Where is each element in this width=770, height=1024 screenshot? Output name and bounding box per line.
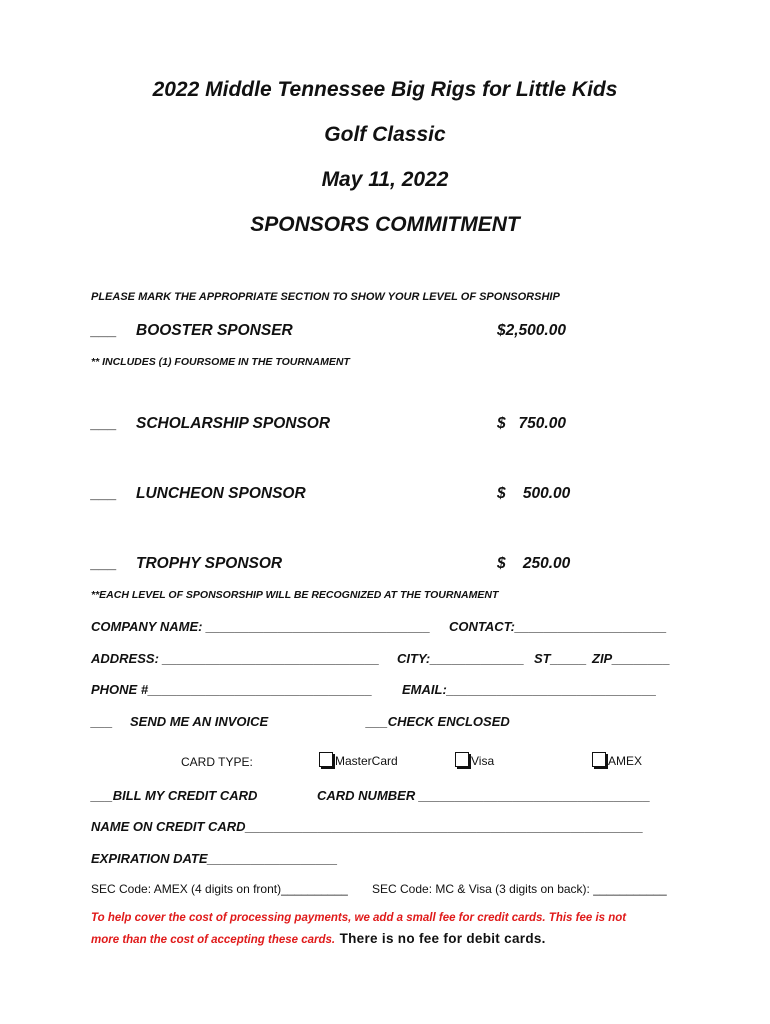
city-field[interactable]: CITY:_____________ <box>397 651 525 666</box>
visa-option[interactable] <box>455 752 494 768</box>
booster-blank[interactable]: ___ <box>91 322 117 339</box>
card-type-label: CARD TYPE: <box>181 755 253 769</box>
scholarship-blank[interactable]: ___ <box>91 415 117 432</box>
luncheon-amount: $ 500.00 <box>497 485 571 502</box>
amex-label: AMEX <box>608 754 643 768</box>
trophy-amount: $ 250.00 <box>497 555 571 572</box>
address-field[interactable]: ADDRESS: ______________________________ <box>91 651 380 666</box>
contact-field[interactable]: CONTACT:_____________________ <box>449 619 667 634</box>
invoice-blank[interactable]: ___ <box>91 714 113 729</box>
bill-credit-card-option[interactable]: ___BILL MY CREDIT CARD <box>91 788 258 803</box>
mastercard-checkbox[interactable] <box>319 752 333 767</box>
sec-code-mc-visa-field[interactable]: SEC Code: MC & Visa (3 digits on back): ___________ <box>372 882 667 896</box>
scholarship-label: SCHOLARSHIP SPONSOR <box>136 415 331 432</box>
amex-option[interactable] <box>592 752 642 768</box>
booster-amount: $2,500.00 <box>497 322 566 339</box>
invoice-label: SEND ME AN INVOICE <box>130 714 269 729</box>
sec-code-amex-field[interactable]: SEC Code: AMEX (4 digits on front)__________ <box>91 882 348 896</box>
fee-note-line2 <box>91 930 546 948</box>
company-name-field[interactable]: COMPANY NAME: _______________________________ <box>91 619 431 634</box>
phone-field[interactable]: PHONE #_______________________________ <box>91 682 373 697</box>
visa-label: Visa <box>471 754 495 768</box>
check-enclosed-option[interactable]: ___CHECK ENCLOSED <box>366 714 510 729</box>
zip-field[interactable]: ZIP________ <box>592 651 671 666</box>
event-date: May 11, 2022 <box>321 168 449 191</box>
booster-note: ** INCLUDES (1) FOURSOME IN THE TOURNAMENT <box>91 356 350 368</box>
trophy-label: TROPHY SPONSOR <box>136 555 283 572</box>
scholarship-amount: $ 750.00 <box>497 415 566 432</box>
fee-note-line1: To help cover the cost of processing payments, we add a small fee for credit cards. This fee is not <box>91 912 627 924</box>
booster-label: BOOSTER SPONSER <box>136 322 293 339</box>
name-on-card-field[interactable]: NAME ON CREDIT CARD_______________________________________________________ <box>91 819 644 834</box>
luncheon-label: LUNCHEON SPONSOR <box>136 485 306 502</box>
fee-note-line2-text: more than the cost of accepting these cards. <box>91 934 336 946</box>
debit-fee-note: There is no fee for debit cards. <box>339 931 546 946</box>
mastercard-option[interactable] <box>319 752 398 768</box>
instructions: PLEASE MARK THE APPROPRIATE SECTION TO SHOW YOUR LEVEL OF SPONSORSHIP <box>91 291 560 303</box>
expiration-date-field[interactable]: EXPIRATION DATE__________________ <box>91 851 338 866</box>
event-subtitle: Golf Classic <box>324 123 446 146</box>
form-heading: SPONSORS COMMITMENT <box>250 213 520 236</box>
amex-checkbox[interactable] <box>592 752 606 767</box>
event-title: 2022 Middle Tennessee Big Rigs for Little Kids <box>152 78 618 101</box>
card-number-field[interactable]: CARD NUMBER ________________________________ <box>317 788 651 803</box>
mastercard-label: MasterCard <box>335 754 398 768</box>
email-field[interactable]: EMAIL:_____________________________ <box>402 682 657 697</box>
recognition-note: **EACH LEVEL OF SPONSORSHIP WILL BE RECOGNIZED AT THE TOURNAMENT <box>91 589 499 601</box>
state-field[interactable]: ST_____ <box>534 651 587 666</box>
trophy-blank[interactable]: ___ <box>91 555 117 572</box>
luncheon-blank[interactable]: ___ <box>91 485 117 502</box>
visa-checkbox[interactable] <box>455 752 469 767</box>
